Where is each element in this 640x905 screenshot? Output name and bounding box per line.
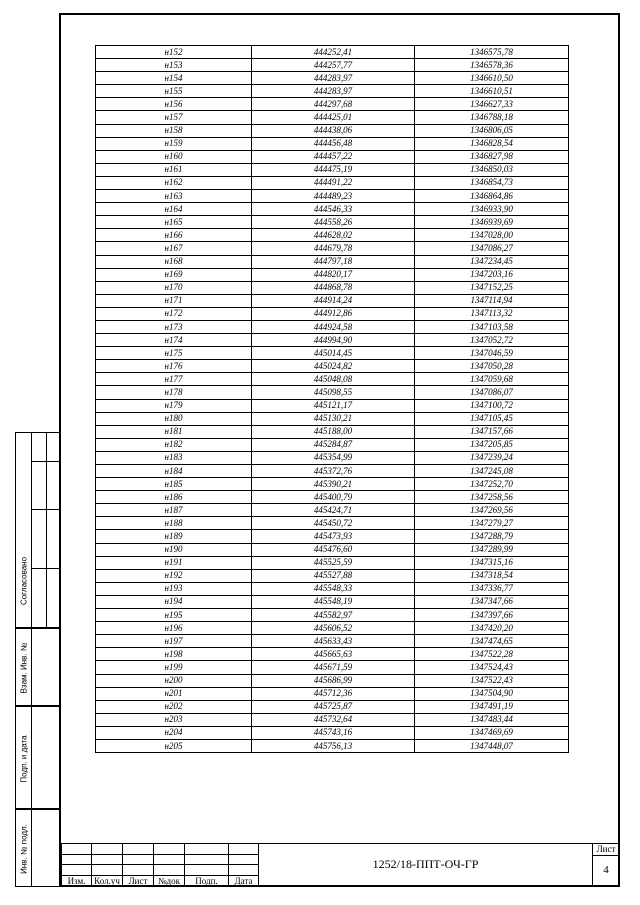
x-coordinate-cell: 444252,41	[252, 46, 415, 59]
table-row	[96, 347, 569, 360]
table-row	[96, 412, 569, 425]
y-coordinate-cell: 1347113,32	[415, 307, 569, 320]
table-row	[96, 360, 569, 373]
x-coordinate-cell: 444628,02	[252, 229, 415, 242]
table-row	[96, 190, 569, 203]
y-coordinate-cell: 1347234,45	[415, 255, 569, 268]
y-coordinate-cell: 1347052,72	[415, 334, 569, 347]
table-row	[96, 465, 569, 478]
x-coordinate-cell: 445686,99	[252, 674, 415, 687]
point-id-cell: н178	[96, 386, 252, 399]
point-id-cell: н182	[96, 438, 252, 451]
table-row	[96, 242, 569, 255]
y-coordinate-cell: 1347205,85	[415, 438, 569, 451]
y-coordinate-cell: 1347474,65	[415, 635, 569, 648]
table-row	[96, 543, 569, 556]
table-row	[96, 150, 569, 163]
y-coordinate-cell: 1347028,00	[415, 229, 569, 242]
point-id-cell: н189	[96, 530, 252, 543]
table-row	[96, 137, 569, 150]
x-coordinate-cell: 444924,58	[252, 320, 415, 333]
y-coordinate-cell: 1346828,54	[415, 137, 569, 150]
table-row	[96, 425, 569, 438]
y-coordinate-cell: 1347157,66	[415, 425, 569, 438]
x-coordinate-cell: 445527,88	[252, 569, 415, 582]
point-id-cell: н201	[96, 687, 252, 700]
y-coordinate-cell: 1347152,25	[415, 281, 569, 294]
point-id-cell: н155	[96, 85, 252, 98]
y-coordinate-cell: 1346610,50	[415, 72, 569, 85]
point-id-cell: н197	[96, 635, 252, 648]
approval-strip	[15, 432, 59, 887]
x-coordinate-cell: 444283,97	[252, 72, 415, 85]
table-row	[96, 648, 569, 661]
strip-replaced-inv	[15, 628, 59, 706]
x-coordinate-cell: 445121,17	[252, 399, 415, 412]
y-coordinate-cell: 1347420,20	[415, 622, 569, 635]
table-row	[96, 124, 569, 137]
y-coordinate-cell: 1347105,45	[415, 412, 569, 425]
x-coordinate-cell: 445024,82	[252, 360, 415, 373]
table-row	[96, 438, 569, 451]
x-coordinate-cell: 444425,01	[252, 111, 415, 124]
table-row	[96, 386, 569, 399]
x-coordinate-cell: 445606,52	[252, 622, 415, 635]
y-coordinate-cell: 1346788,18	[415, 111, 569, 124]
y-coordinate-cell: 1347059,68	[415, 373, 569, 386]
point-id-cell: н190	[96, 543, 252, 556]
point-id-cell: н193	[96, 582, 252, 595]
x-coordinate-cell: 444438,06	[252, 124, 415, 137]
x-coordinate-cell: 445130,21	[252, 412, 415, 425]
x-coordinate-cell: 445390,21	[252, 478, 415, 491]
sheet-box	[592, 843, 618, 885]
strip-inv-orig	[15, 809, 59, 887]
y-coordinate-cell: 1347448,07	[415, 739, 569, 752]
x-coordinate-cell: 444679,78	[252, 242, 415, 255]
x-coordinate-cell: 445548,33	[252, 582, 415, 595]
inv-orig-label: Инв. № подл.	[19, 824, 28, 874]
y-coordinate-cell: 1347252,70	[415, 478, 569, 491]
x-coordinate-cell: 444457,22	[252, 150, 415, 163]
x-coordinate-cell: 445372,76	[252, 465, 415, 478]
x-coordinate-cell: 445400,79	[252, 491, 415, 504]
y-coordinate-cell: 1347203,16	[415, 268, 569, 281]
point-id-cell: н158	[96, 124, 252, 137]
y-coordinate-cell: 1347239,24	[415, 451, 569, 464]
y-coordinate-cell: 1347258,56	[415, 491, 569, 504]
sheet-number: 4	[603, 864, 609, 876]
x-coordinate-cell: 445756,13	[252, 739, 415, 752]
y-coordinate-cell: 1347522,43	[415, 674, 569, 687]
x-coordinate-cell: 445633,43	[252, 635, 415, 648]
table-row	[96, 85, 569, 98]
table-row	[96, 451, 569, 464]
revision-grid	[61, 843, 259, 887]
point-id-cell: н181	[96, 425, 252, 438]
point-id-cell: н172	[96, 307, 252, 320]
point-id-cell: н191	[96, 556, 252, 569]
table-row	[96, 504, 569, 517]
table-row	[96, 334, 569, 347]
y-coordinate-cell: 1346578,36	[415, 59, 569, 72]
x-coordinate-cell: 445476,60	[252, 543, 415, 556]
point-id-cell: н200	[96, 674, 252, 687]
point-id-cell: н159	[96, 137, 252, 150]
x-coordinate-cell: 444456,48	[252, 137, 415, 150]
point-id-cell: н153	[96, 59, 252, 72]
point-id-cell: н202	[96, 700, 252, 713]
title-block	[61, 843, 618, 885]
x-coordinate-cell: 445712,36	[252, 687, 415, 700]
point-id-cell: н174	[96, 334, 252, 347]
table-row	[96, 255, 569, 268]
x-coordinate-cell: 444297,68	[252, 98, 415, 111]
x-coordinate-cell: 445743,16	[252, 726, 415, 739]
x-coordinate-cell: 445671,59	[252, 661, 415, 674]
table-row	[96, 294, 569, 307]
point-id-cell: н199	[96, 661, 252, 674]
coordinates-table	[95, 45, 569, 753]
point-id-cell: н176	[96, 360, 252, 373]
point-id-cell: н194	[96, 595, 252, 608]
x-coordinate-cell: 444546,33	[252, 203, 415, 216]
x-coordinate-cell: 445725,87	[252, 700, 415, 713]
table-row	[96, 700, 569, 713]
coordinates-table-body	[96, 46, 569, 753]
header-kol-uch: Кол.уч	[92, 875, 123, 886]
y-coordinate-cell: 1346827,98	[415, 150, 569, 163]
point-id-cell: н177	[96, 373, 252, 386]
table-row	[96, 478, 569, 491]
point-id-cell: н204	[96, 726, 252, 739]
y-coordinate-cell: 1347114,94	[415, 294, 569, 307]
x-coordinate-cell: 445048,08	[252, 373, 415, 386]
table-row	[96, 530, 569, 543]
point-id-cell: н163	[96, 190, 252, 203]
y-coordinate-cell: 1347504,90	[415, 687, 569, 700]
point-id-cell: н185	[96, 478, 252, 491]
table-row	[96, 307, 569, 320]
x-coordinate-cell: 444868,78	[252, 281, 415, 294]
table-row	[96, 281, 569, 294]
x-coordinate-cell: 445548,19	[252, 595, 415, 608]
point-id-cell: н183	[96, 451, 252, 464]
y-coordinate-cell: 1347289,99	[415, 543, 569, 556]
table-row	[96, 373, 569, 386]
y-coordinate-cell: 1347269,56	[415, 504, 569, 517]
y-coordinate-cell: 1347318,54	[415, 569, 569, 582]
y-coordinate-cell: 1347522,28	[415, 648, 569, 661]
y-coordinate-cell: 1347279,27	[415, 517, 569, 530]
y-coordinate-cell: 1347347,66	[415, 595, 569, 608]
table-row	[96, 582, 569, 595]
point-id-cell: н198	[96, 648, 252, 661]
point-id-cell: н168	[96, 255, 252, 268]
x-coordinate-cell: 444914,24	[252, 294, 415, 307]
y-coordinate-cell: 1347491,19	[415, 700, 569, 713]
table-row	[96, 98, 569, 111]
x-coordinate-cell: 445014,45	[252, 347, 415, 360]
x-coordinate-cell: 445284,87	[252, 438, 415, 451]
y-coordinate-cell: 1346806,05	[415, 124, 569, 137]
y-coordinate-cell: 1346610,51	[415, 85, 569, 98]
y-coordinate-cell: 1346864,86	[415, 190, 569, 203]
x-coordinate-cell: 445188,00	[252, 425, 415, 438]
y-coordinate-cell: 1347086,27	[415, 242, 569, 255]
point-id-cell: н157	[96, 111, 252, 124]
x-coordinate-cell: 445582,97	[252, 609, 415, 622]
table-row	[96, 517, 569, 530]
header-ndok: №док	[154, 875, 185, 886]
y-coordinate-cell: 1346933,90	[415, 203, 569, 216]
y-coordinate-cell: 1346854,73	[415, 176, 569, 189]
point-id-cell: н188	[96, 517, 252, 530]
table-row	[96, 229, 569, 242]
strip-agreed-block	[15, 432, 59, 628]
y-coordinate-cell: 1347483,44	[415, 713, 569, 726]
y-coordinate-cell: 1346850,03	[415, 163, 569, 176]
y-coordinate-cell: 1347245,08	[415, 465, 569, 478]
table-row	[96, 268, 569, 281]
table-row	[96, 491, 569, 504]
sheet-label: Лист	[593, 843, 619, 856]
x-coordinate-cell: 444489,23	[252, 190, 415, 203]
table-row	[96, 216, 569, 229]
strip-sign-date	[15, 706, 59, 809]
point-id-cell: н184	[96, 465, 252, 478]
point-id-cell: н195	[96, 609, 252, 622]
replaced-inv-label: Взам. Инв. №	[19, 642, 28, 694]
point-id-cell: н165	[96, 216, 252, 229]
table-row	[96, 569, 569, 582]
table-row	[96, 556, 569, 569]
table-row	[96, 739, 569, 752]
x-coordinate-cell: 445665,63	[252, 648, 415, 661]
sign-date-label: Подп. и дата	[19, 734, 28, 783]
y-coordinate-cell: 1347100,72	[415, 399, 569, 412]
point-id-cell: н180	[96, 412, 252, 425]
x-coordinate-cell: 444558,26	[252, 216, 415, 229]
table-row	[96, 595, 569, 608]
x-coordinate-cell: 444257,77	[252, 59, 415, 72]
table-row	[96, 687, 569, 700]
table-row	[96, 609, 569, 622]
point-id-cell: н187	[96, 504, 252, 517]
x-coordinate-cell: 444491,22	[252, 176, 415, 189]
point-id-cell: н167	[96, 242, 252, 255]
header-izm: Изм.	[62, 875, 92, 886]
point-id-cell: н166	[96, 229, 252, 242]
header-list: Лист	[123, 875, 154, 886]
table-row	[96, 635, 569, 648]
point-id-cell: н196	[96, 622, 252, 635]
y-coordinate-cell: 1347397,66	[415, 609, 569, 622]
point-id-cell: н156	[96, 98, 252, 111]
point-id-cell: н179	[96, 399, 252, 412]
y-coordinate-cell: 1347288,79	[415, 530, 569, 543]
x-coordinate-cell: 445525,59	[252, 556, 415, 569]
table-row	[96, 72, 569, 85]
point-id-cell: н192	[96, 569, 252, 582]
y-coordinate-cell: 1347469,69	[415, 726, 569, 739]
point-id-cell: н152	[96, 46, 252, 59]
point-id-cell: н154	[96, 72, 252, 85]
table-row	[96, 713, 569, 726]
x-coordinate-cell: 444820,17	[252, 268, 415, 281]
point-id-cell: н162	[96, 176, 252, 189]
x-coordinate-cell: 444475,19	[252, 163, 415, 176]
point-id-cell: н203	[96, 713, 252, 726]
table-row	[96, 674, 569, 687]
x-coordinate-cell: 445354,99	[252, 451, 415, 464]
y-coordinate-cell: 1347315,16	[415, 556, 569, 569]
header-podp: Подп.	[185, 875, 229, 886]
y-coordinate-cell: 1347336,77	[415, 582, 569, 595]
table-row	[96, 622, 569, 635]
point-id-cell: н169	[96, 268, 252, 281]
point-id-cell: н205	[96, 739, 252, 752]
table-row	[96, 176, 569, 189]
point-id-cell: н175	[96, 347, 252, 360]
y-coordinate-cell: 1347524,43	[415, 661, 569, 674]
table-row	[96, 661, 569, 674]
x-coordinate-cell: 444994,90	[252, 334, 415, 347]
x-coordinate-cell: 444283,97	[252, 85, 415, 98]
y-coordinate-cell: 1346939,69	[415, 216, 569, 229]
point-id-cell: н160	[96, 150, 252, 163]
table-row	[96, 163, 569, 176]
agreed-label: Согласовано	[19, 556, 28, 606]
point-id-cell: н171	[96, 294, 252, 307]
x-coordinate-cell: 445732,64	[252, 713, 415, 726]
table-row	[96, 320, 569, 333]
point-id-cell: н170	[96, 281, 252, 294]
x-coordinate-cell: 445450,72	[252, 517, 415, 530]
y-coordinate-cell: 1347103,58	[415, 320, 569, 333]
y-coordinate-cell: 1347050,28	[415, 360, 569, 373]
x-coordinate-cell: 445473,93	[252, 530, 415, 543]
y-coordinate-cell: 1346575,78	[415, 46, 569, 59]
x-coordinate-cell: 445424,71	[252, 504, 415, 517]
table-row	[96, 59, 569, 72]
table-row	[96, 726, 569, 739]
x-coordinate-cell: 445098,55	[252, 386, 415, 399]
table-row	[96, 399, 569, 412]
y-coordinate-cell: 1347086,07	[415, 386, 569, 399]
table-row	[96, 111, 569, 124]
point-id-cell: н161	[96, 163, 252, 176]
point-id-cell: н186	[96, 491, 252, 504]
header-data: Дата	[229, 875, 259, 886]
y-coordinate-cell: 1347046,59	[415, 347, 569, 360]
x-coordinate-cell: 444912,86	[252, 307, 415, 320]
x-coordinate-cell: 444797,18	[252, 255, 415, 268]
document-code: 1252/18-ППТ-ОЧ-ГР	[372, 856, 479, 871]
table-row	[96, 203, 569, 216]
point-id-cell: н164	[96, 203, 252, 216]
table-row	[96, 46, 569, 59]
y-coordinate-cell: 1346627,33	[415, 98, 569, 111]
point-id-cell: н173	[96, 320, 252, 333]
